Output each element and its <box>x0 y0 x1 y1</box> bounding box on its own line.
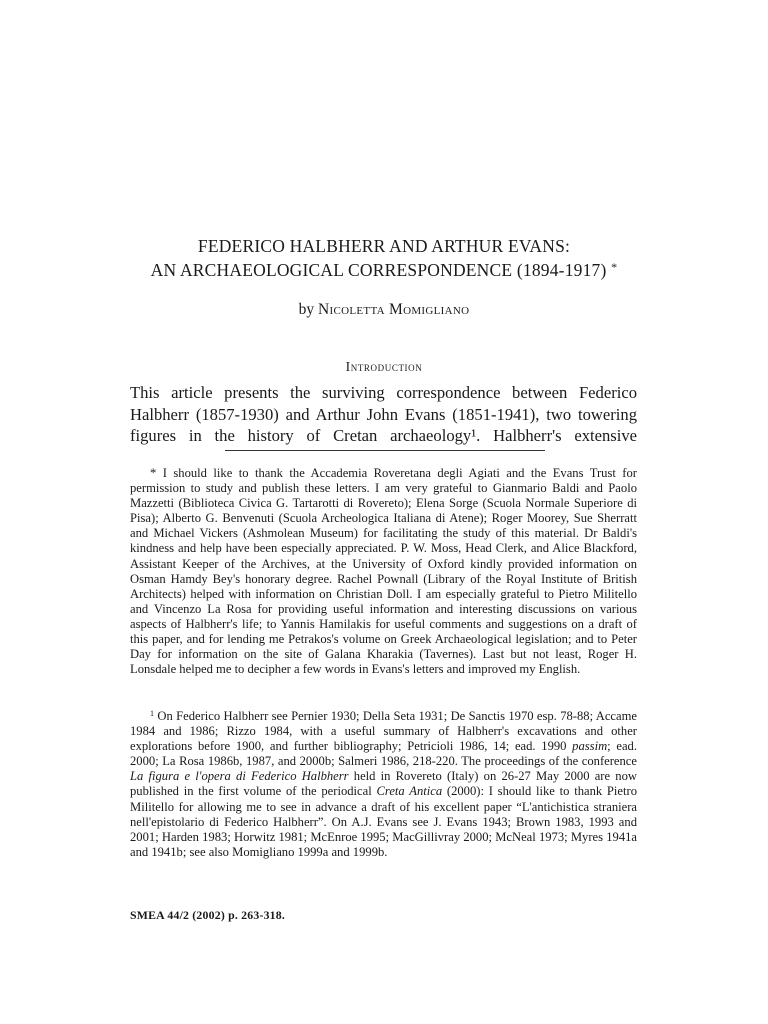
footnote-star-text: I should like to thank the Accademia Roveretana degli Agiati and the Evans Trust for permission to study and publish these letters. I am very grateful to Gianmario Baldi and Paolo Mazzetti (Biblioteca Civica G. Tartarotti di Rovereto); Elena Sorge (Scuola Normale Superiore di Pisa); Alberto G. Benvenuti (Scuola Archeologica Italiana di Atene); Roger Moorey, Sue Sherratt and Michael Vickers (Ashmolean Museum) for facilitating the study of this material. Dr Baldi's kindness and help have been especially appreciated. P. W. Moss, Head Clerk, and Alice Blackford, Assistant Keeper of the Archives, at the University of Oxford kindly provided information on Osman Hamdy Bey's honorary degree. Rachel Pownall (Library of the Royal Institute of British Architects) helped with information on Christian Doll. I am especially grateful to Pietro Militello and Vincenzo La Rosa for providing useful information and interesting discussions on various aspects of Halbherr's life; to Yannis Hamilakis for useful comments and suggestions on a draft of this paper, and for lending me Petrakos's volume on Greek Archaeological legislation; and to Peter Day for information on the site of Galana Kharakia (Tavernes). Last but not least, Roger H. Lonsdale helped me to decipher a few words in Evans's letters and improved my English. <box>130 466 637 677</box>
section-heading: Introduction <box>345 359 423 374</box>
footnote-1-mark: 1 <box>150 709 154 718</box>
footnote-1-part4: (2000): I should like to thank Pietro Militello for allowing me to see in advance a draft of his excellent paper “L'antichistica straniera nell'epistolario di Federico Halbherr”. On A.J. Evans see J. Evans 1943; Brown 1983, 1993 and 2001; Harden 1983; Horwitz 1981; McEnroe 1995; MacGillivray 2000; McNeal 1973; Myres 1941a and 1941b; see also Momigliano 1999a and 1999b. <box>130 784 638 859</box>
title-line-1: FEDERICO HALBHERR AND ARTHUR EVANS: <box>197 236 571 256</box>
footnote-1-part3: held in Rovereto (Italy) on 26-27 May 2000 are now published in the first volume of the periodical <box>130 769 637 799</box>
title-line-2 <box>0 260 768 281</box>
footnote-star-mark: * <box>150 466 157 480</box>
byline-prefix: by <box>298 301 315 318</box>
footnote-1-italic3: Creta Antica <box>376 784 443 799</box>
footnote-1-part2: ; ead. 2000; La Rosa 1986b, 1987, and 2000b; Salmeri 1986, 218-220. The proceedings of the conference <box>130 739 637 769</box>
footnote-1-italic1: passim <box>572 739 608 754</box>
journal-citation: SMEA 44/2 (2002) p. 263-318. <box>130 908 286 922</box>
footnote-acknowledgements <box>130 466 637 677</box>
title-footnote-mark: * <box>611 260 618 274</box>
title-line-2-text: AN ARCHAEOLOGICAL CORRESPONDENCE (1894-1917) <box>150 260 607 280</box>
body-line-3: figures in the history of Cretan archaeology¹. Halbherr's extensive <box>130 426 637 445</box>
footnote-rule <box>225 450 545 451</box>
body-paragraph <box>130 382 637 447</box>
body-line-2: Halbherr (1857-1930) and Arthur John Evans (1851-1941), two towering <box>130 404 637 424</box>
footnote-1-part1: On Federico Halbherr see Pernier 1930; Della Seta 1931; De Sanctis 1970 esp. 78-88; Accame 1984 and 1986; Rizzo 1984, with a useful summary of Halbherr's excavations and other explorations before 1900, and further bibliography; Petricioli 1986, 14; ead. 1990 <box>130 709 637 754</box>
body-line-1: This article presents the surviving correspondence between Federico <box>130 383 637 402</box>
footnote-1 <box>130 709 637 860</box>
byline <box>0 301 768 319</box>
footnote-1-italic2: La figura e l'opera di Federico Halbherr <box>130 769 349 784</box>
author-name: Nicoletta Momigliano <box>318 301 470 318</box>
